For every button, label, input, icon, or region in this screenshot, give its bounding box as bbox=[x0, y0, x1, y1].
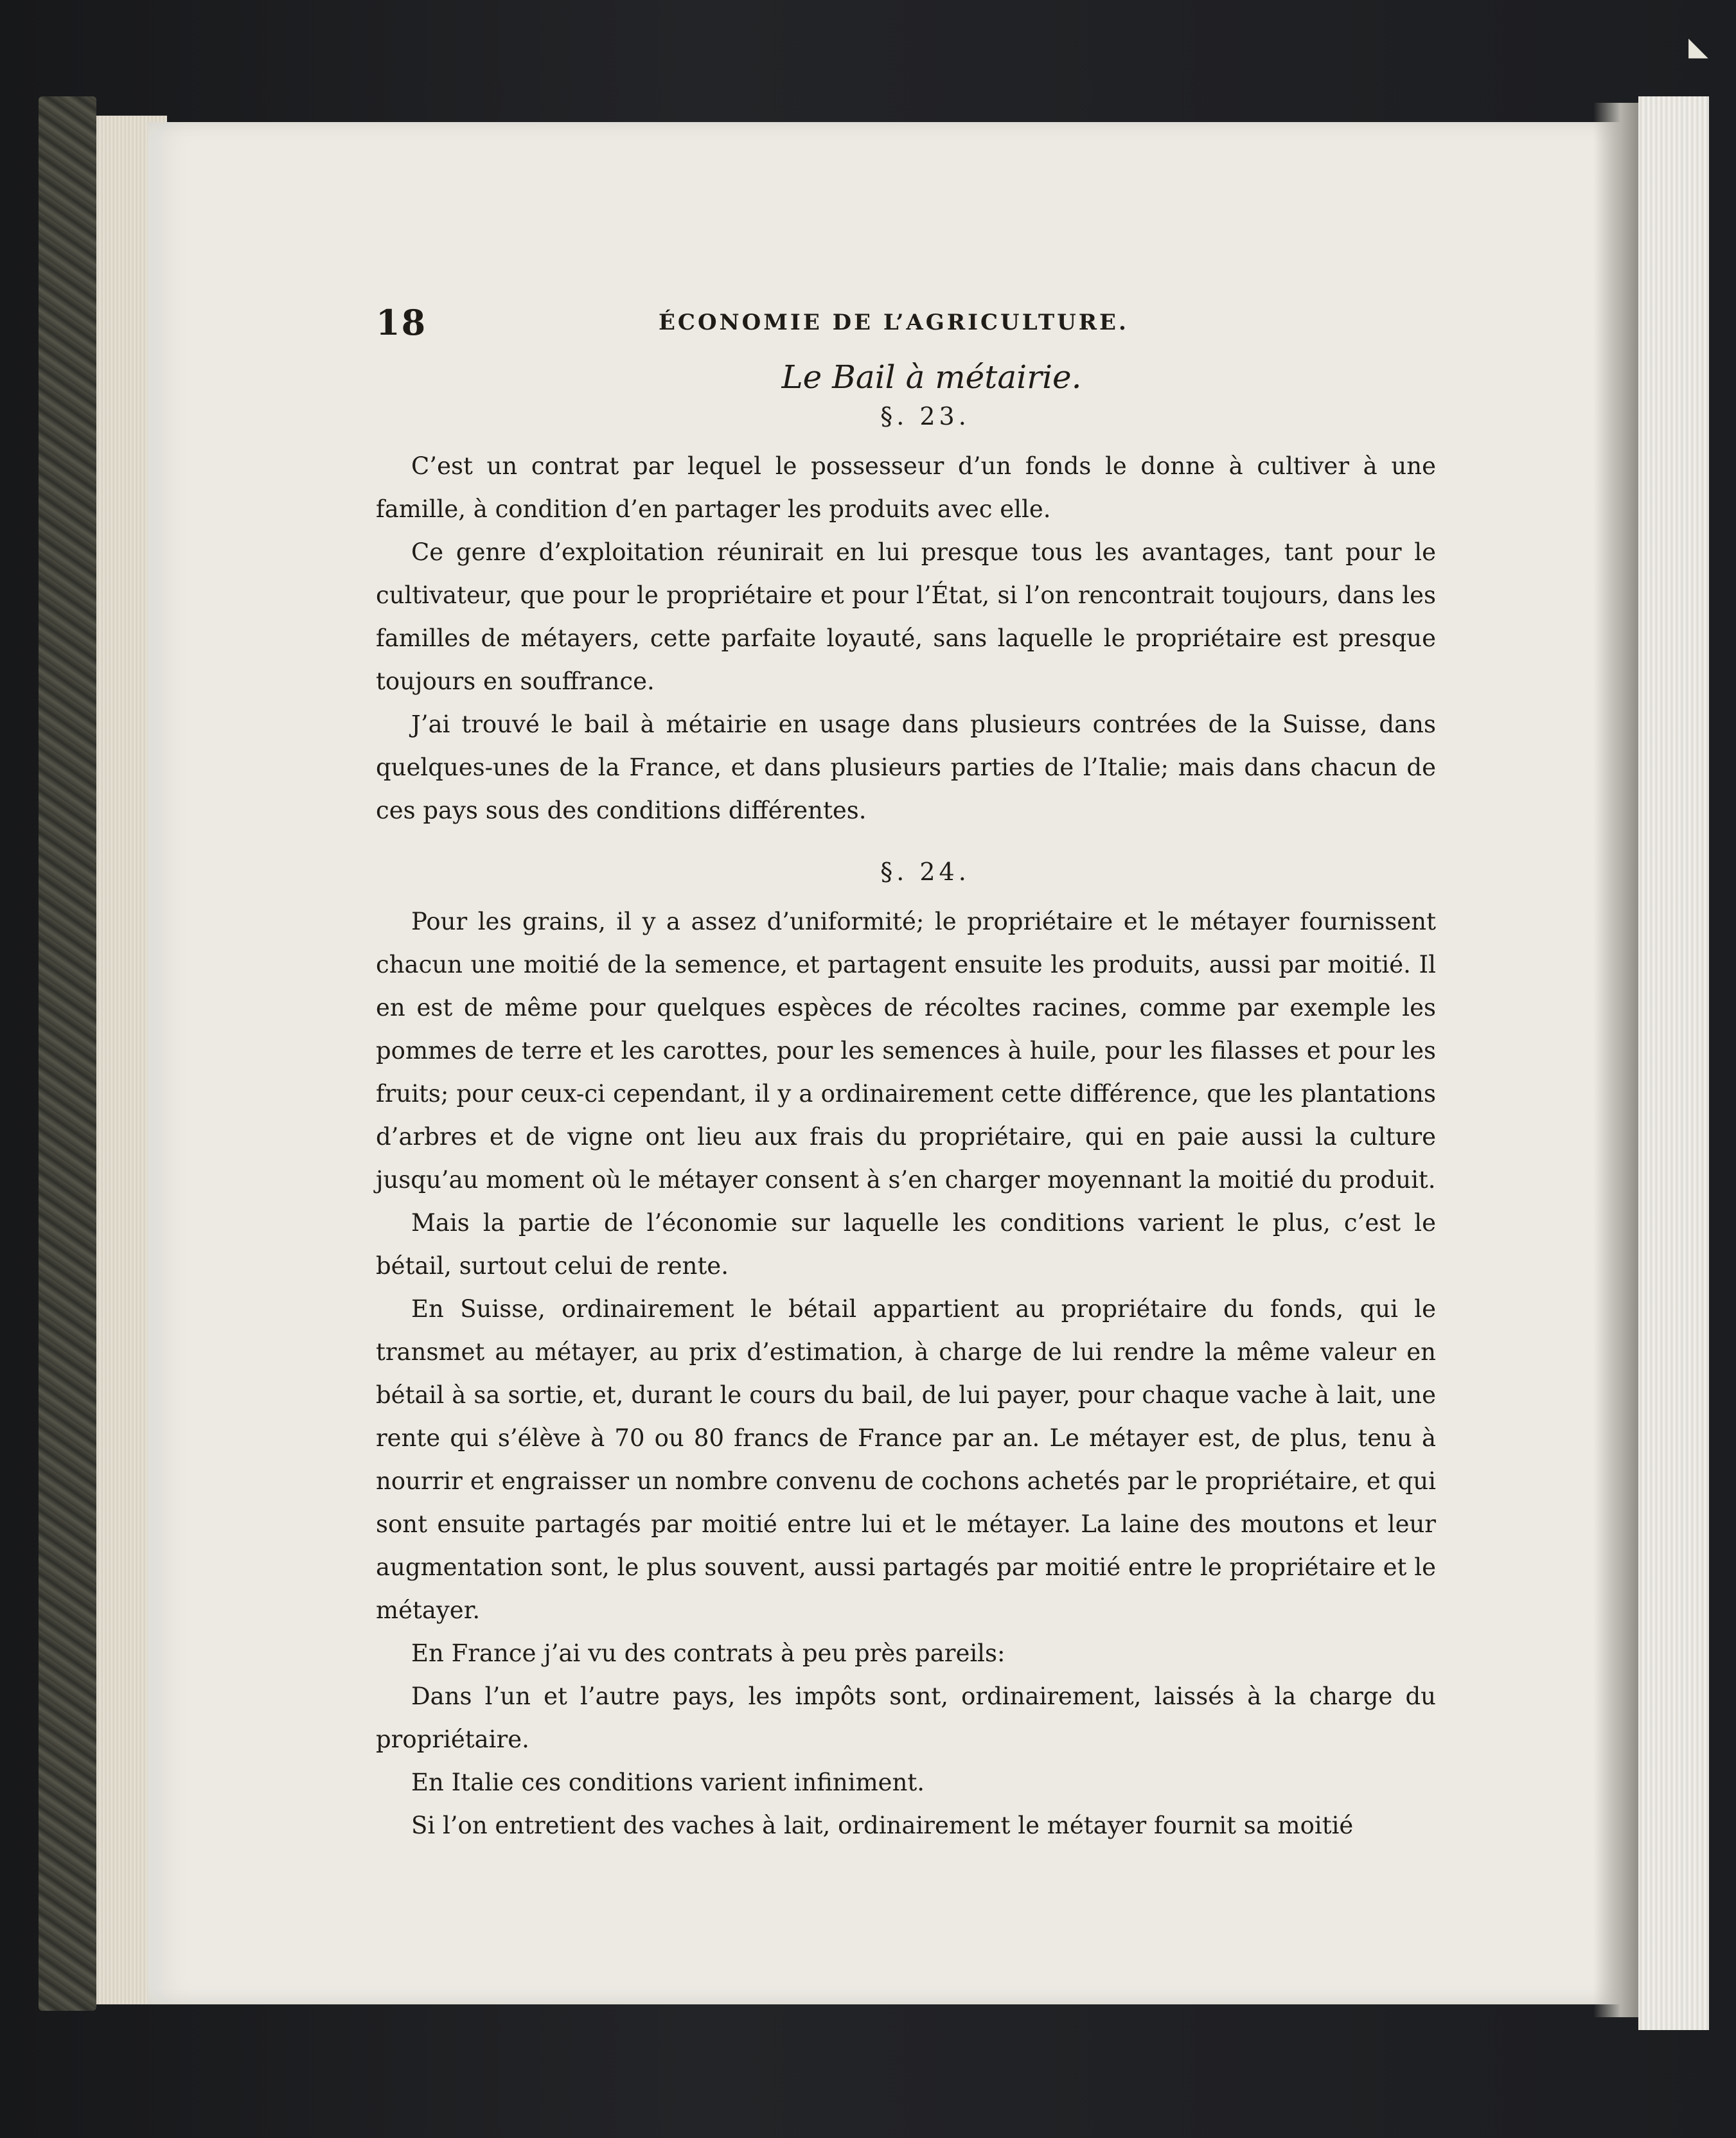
page-number: 18 bbox=[376, 302, 427, 343]
paragraph: Dans l’un et l’autre pays, les impôts sont, ordinairement, laissés à la charge du propriétaire. bbox=[376, 1683, 1436, 1753]
section-mark-23: §. 23. bbox=[880, 402, 970, 430]
section-title: Le Bail à métairie. bbox=[781, 358, 1082, 396]
paragraph: En Italie ces conditions varient infiniment. bbox=[411, 1769, 925, 1796]
running-title: ÉCONOMIE DE L’AGRICULTURE. bbox=[659, 310, 1129, 335]
marbled-cover-edge bbox=[39, 96, 96, 2011]
page-text bbox=[376, 302, 1436, 1847]
paragraph: Si l’on entretient des vaches à lait, ordinairement le métayer fournit sa moitié bbox=[411, 1812, 1354, 1839]
paragraph: J’ai trouvé le bail à métairie en usage dans plusieurs contrées de la Suisse, dans quelques-unes de la France, et dans plusieurs parties de l’Italie; mais dans chacun de ces pays sous des conditions différentes. bbox=[376, 711, 1436, 824]
corner-arrow-icon: ◣ bbox=[1688, 32, 1708, 62]
paragraph: Ce genre d’exploitation réunirait en lui presque tous les avantages, tant pour le cultivateur, que pour le propriétaire et pour l’État, si l’on rencontrait toujours, dans les familles de métayers, cette parfaite loyauté, sans laquelle le propriétaire est presque toujours en souffrance. bbox=[376, 538, 1436, 695]
book-gutter bbox=[1593, 103, 1638, 2017]
paragraph: En Suisse, ordinairement le bétail appartient au propriétaire du fonds, qui le transmet au métayer, au prix d’estimation, à charge de lui rendre la même valeur en bétail à sa sortie, et, durant le cours du bail, de lui payer, pour chaque vache à lait, une rente qui s’élève à 70 ou 80 francs de France par an. Le métayer est, de plus, tenu à nourrir et engraisser un nombre convenu de cochons achetés par le propriétaire, et qui sont ensuite partagés par moitié entre lui et le métayer. La laine des moutons et leur augmentation sont, le plus souvent, aussi partagés par moitié entre le propriétaire et le métayer. bbox=[376, 1295, 1436, 1624]
page-stack-right bbox=[1638, 96, 1709, 2030]
running-head bbox=[376, 302, 1436, 347]
paragraph: En France j’ai vu des contrats à peu près pareils: bbox=[411, 1639, 1005, 1667]
paragraph: Pour les grains, il y a assez d’uniformité; le propriétaire et le métayer fournissent chacun une moitié de la semence, et partagent ensuite les produits, aussi par moitié. Il en est de même pour quelques espèces de récoltes racines, comme par exemple les pommes de terre et les carottes, pour les semences à huile, pour les filasses et pour les fruits; pour ceux-ci cependant, il y a ordinairement cette différence, que les plantations d’arbres et de vigne ont lieu aux frais du propriétaire, qui en paie aussi la culture jusqu’au moment où le métayer consent à s’en charger moyennant la moitié du produit. bbox=[376, 908, 1436, 1194]
paragraph: C’est un contrat par lequel le possesseur d’un fonds le donne à cultiver à une famille, à condition d’en partager les produits avec elle. bbox=[376, 452, 1436, 523]
paragraph: Mais la partie de l’économie sur laquelle les conditions varient le plus, c’est le bétail, surtout celui de rente. bbox=[376, 1209, 1436, 1280]
section-mark-24: §. 24. bbox=[880, 858, 970, 886]
